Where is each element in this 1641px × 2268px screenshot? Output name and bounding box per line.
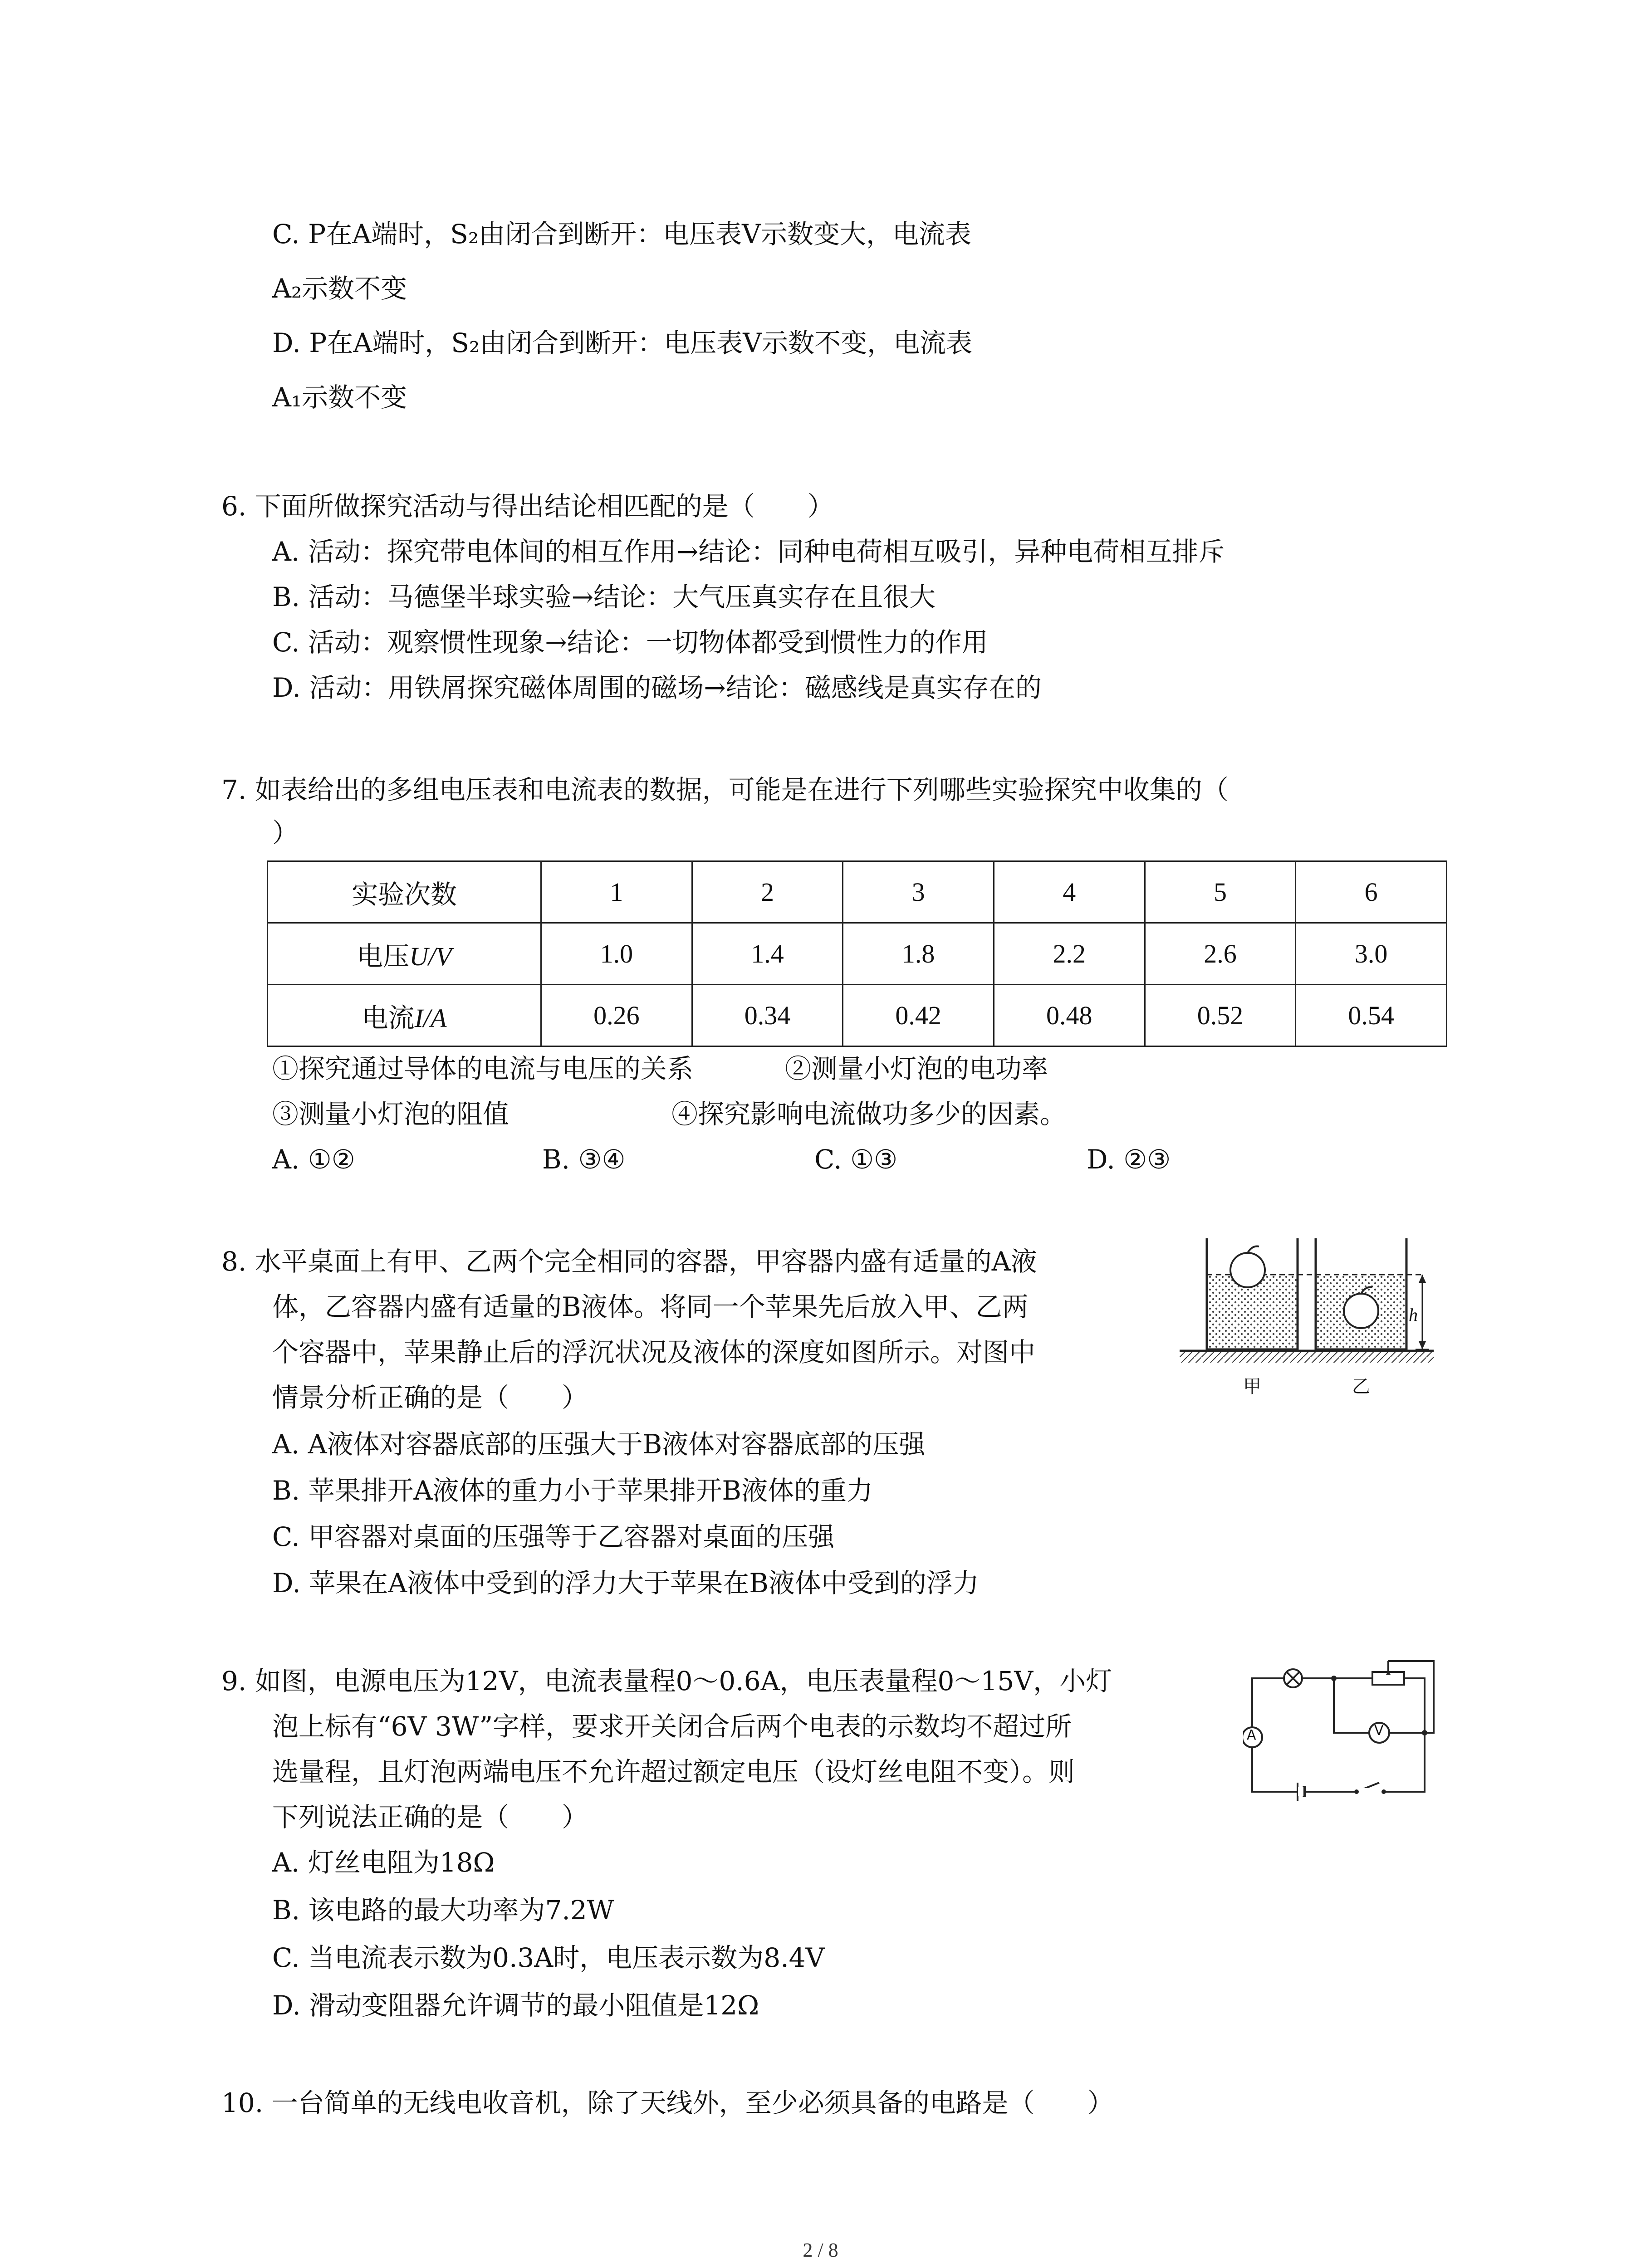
q5-option-c-line1: C. P在A端时，S₂由闭合到断开：电压表V示数变大，电流表	[272, 219, 971, 249]
q8-option-a: A. A液体对容器底部的压强大于B液体对容器底部的压强	[272, 1429, 926, 1460]
table-row	[268, 985, 1447, 1046]
voltage-label: 电压	[357, 940, 410, 972]
q8-stem-line2: 体，乙容器内盛有适量的B液体。将同一个苹果先后放入甲、乙两	[272, 1291, 1029, 1322]
q5-option-d-line2: A₁示数不变	[272, 382, 407, 413]
q7-item-4: ④探究影响电流做功多少的因素。	[671, 1099, 1067, 1129]
current-unit: I/A	[414, 1003, 447, 1033]
q7-option-c: C. ①③	[814, 1144, 898, 1175]
q9-option-a: A. 灯丝电阻为18Ω	[272, 1847, 495, 1878]
table-cell: 4	[994, 861, 1145, 923]
q7-option-a: A. ①②	[272, 1144, 355, 1175]
q8-option-b: B. 苹果排开A液体的重力小于苹果排开B液体的重力	[272, 1475, 873, 1506]
yi-label: 乙	[1352, 1376, 1370, 1397]
q7-stem-line2: ）	[272, 817, 299, 848]
q8-option-d: D. 苹果在A液体中受到的浮力大于苹果在B液体中受到的浮力	[272, 1568, 979, 1598]
table-cell: 3.0	[1296, 923, 1447, 985]
q6-option-b: B. 活动：马德堡半球实验→结论：大气压真实存在且很大	[272, 582, 936, 612]
apple-floating-icon	[1230, 1253, 1265, 1287]
q6-option-a: A. 活动：探究带电体间的相互作用→结论：同种电荷相互吸引，异种电荷相互排斥	[272, 536, 1225, 567]
table-cell: 3	[843, 861, 994, 923]
q5-option-c-line2: A₂示数不变	[272, 273, 407, 304]
q9-stem-line3: 选量程，且灯泡两端电压不允许超过额定电压（设灯丝电阻不变）。则	[272, 1756, 1075, 1787]
q6-stem: 6. 下面所做探究活动与得出结论相匹配的是（ ）	[221, 491, 834, 522]
current-label: 电流	[362, 1002, 415, 1033]
q9-stem-line4: 下列说法正确的是（ ）	[272, 1802, 588, 1833]
q9-circuit-drawing	[1243, 1660, 1452, 1801]
q7-item-1: ①探究通过导体的电流与电压的关系	[272, 1053, 694, 1084]
q9-option-b: B. 该电路的最大功率为7.2W	[272, 1895, 614, 1926]
q7-item-2: ②测量小灯泡的电功率	[785, 1053, 1048, 1084]
q6-option-c: C. 活动：观察惯性现象→结论：一切物体都受到惯性力的作用	[272, 627, 988, 658]
q8-stem-line4: 情景分析正确的是（ ）	[272, 1382, 588, 1413]
table-cell: 0.54	[1296, 985, 1447, 1046]
q7-option-d: D. ②③	[1087, 1144, 1171, 1175]
ammeter-label: A	[1247, 1727, 1256, 1743]
jia-label: 甲	[1243, 1376, 1261, 1397]
q7-option-b: B. ③④	[542, 1144, 626, 1175]
q8-option-c: C. 甲容器对桌面的压强等于乙容器对桌面的压强	[272, 1521, 835, 1552]
table-cell: 1.4	[692, 923, 843, 985]
table-row-header-voltage	[268, 923, 541, 985]
q9-circuit-figure	[1243, 1660, 1452, 1801]
page-number: 2 / 8	[803, 2239, 838, 2261]
q9-option-c: C. 当电流表示数为0.3A时，电压表示数为8.4V	[272, 1942, 825, 1973]
q9-stem-line1: 9. 如图，电源电压为12V，电流表量程0～0.6A，电压表量程0～15V，小灯	[221, 1666, 1112, 1696]
q5-option-d-line1: D. P在A端时，S₂由闭合到断开：电压表V示数不变，电流表	[272, 327, 973, 358]
apple-suspended-icon	[1344, 1294, 1378, 1328]
q9-option-d: D. 滑动变阻器允许调节的最小阻值是12Ω	[272, 1990, 759, 2021]
table-cell: 6	[1296, 861, 1447, 923]
table-cell: 1.0	[541, 923, 692, 985]
q6-option-d: D. 活动：用铁屑探究磁体周围的磁场→结论：磁感线是真实存在的	[272, 672, 1042, 703]
q7-stem-line1: 7. 如表给出的多组电压表和电流表的数据，可能是在进行下列哪些实验探究中收集的（	[221, 774, 1229, 805]
table-row	[268, 861, 1447, 923]
table-cell: 5	[1145, 861, 1296, 923]
q8-containers-drawing	[1180, 1234, 1434, 1383]
h-label: h	[1409, 1305, 1418, 1325]
table-cell: 实验次数	[268, 861, 541, 923]
table-row	[268, 923, 1447, 985]
table-cell: 0.26	[541, 985, 692, 1046]
table-cell: 0.48	[994, 985, 1145, 1046]
q7-data-table	[267, 860, 1447, 1047]
q9-stem-line2: 泡上标有“6V 3W”字样，要求开关闭合后两个电表的示数均不超过所	[272, 1711, 1072, 1742]
table-cell: 0.34	[692, 985, 843, 1046]
table-cell: 0.52	[1145, 985, 1296, 1046]
table-cell: 1.8	[843, 923, 994, 985]
q7-item-3: ③测量小灯泡的阻值	[272, 1099, 509, 1129]
table-cell: 0.42	[843, 985, 994, 1046]
table-cell: 2.6	[1145, 923, 1296, 985]
q8-containers-figure	[1180, 1234, 1434, 1406]
q8-stem-line1: 8. 水平桌面上有甲、乙两个完全相同的容器，甲容器内盛有适量的A液	[221, 1246, 1037, 1277]
voltage-unit: U/V	[409, 941, 452, 971]
table-cell: 2	[692, 861, 843, 923]
table-cell: 2.2	[994, 923, 1145, 985]
q10-stem: 10. 一台简单的无线电收音机，除了天线外，至少必须具备的电路是（ ）	[221, 2087, 1114, 2118]
q8-stem-line3: 个容器中，苹果静止后的浮沉状况及液体的深度如图所示。对图中	[272, 1337, 1036, 1368]
table-row-header-current	[268, 985, 541, 1046]
voltmeter-label: V	[1374, 1723, 1384, 1739]
table-cell: 1	[541, 861, 692, 923]
